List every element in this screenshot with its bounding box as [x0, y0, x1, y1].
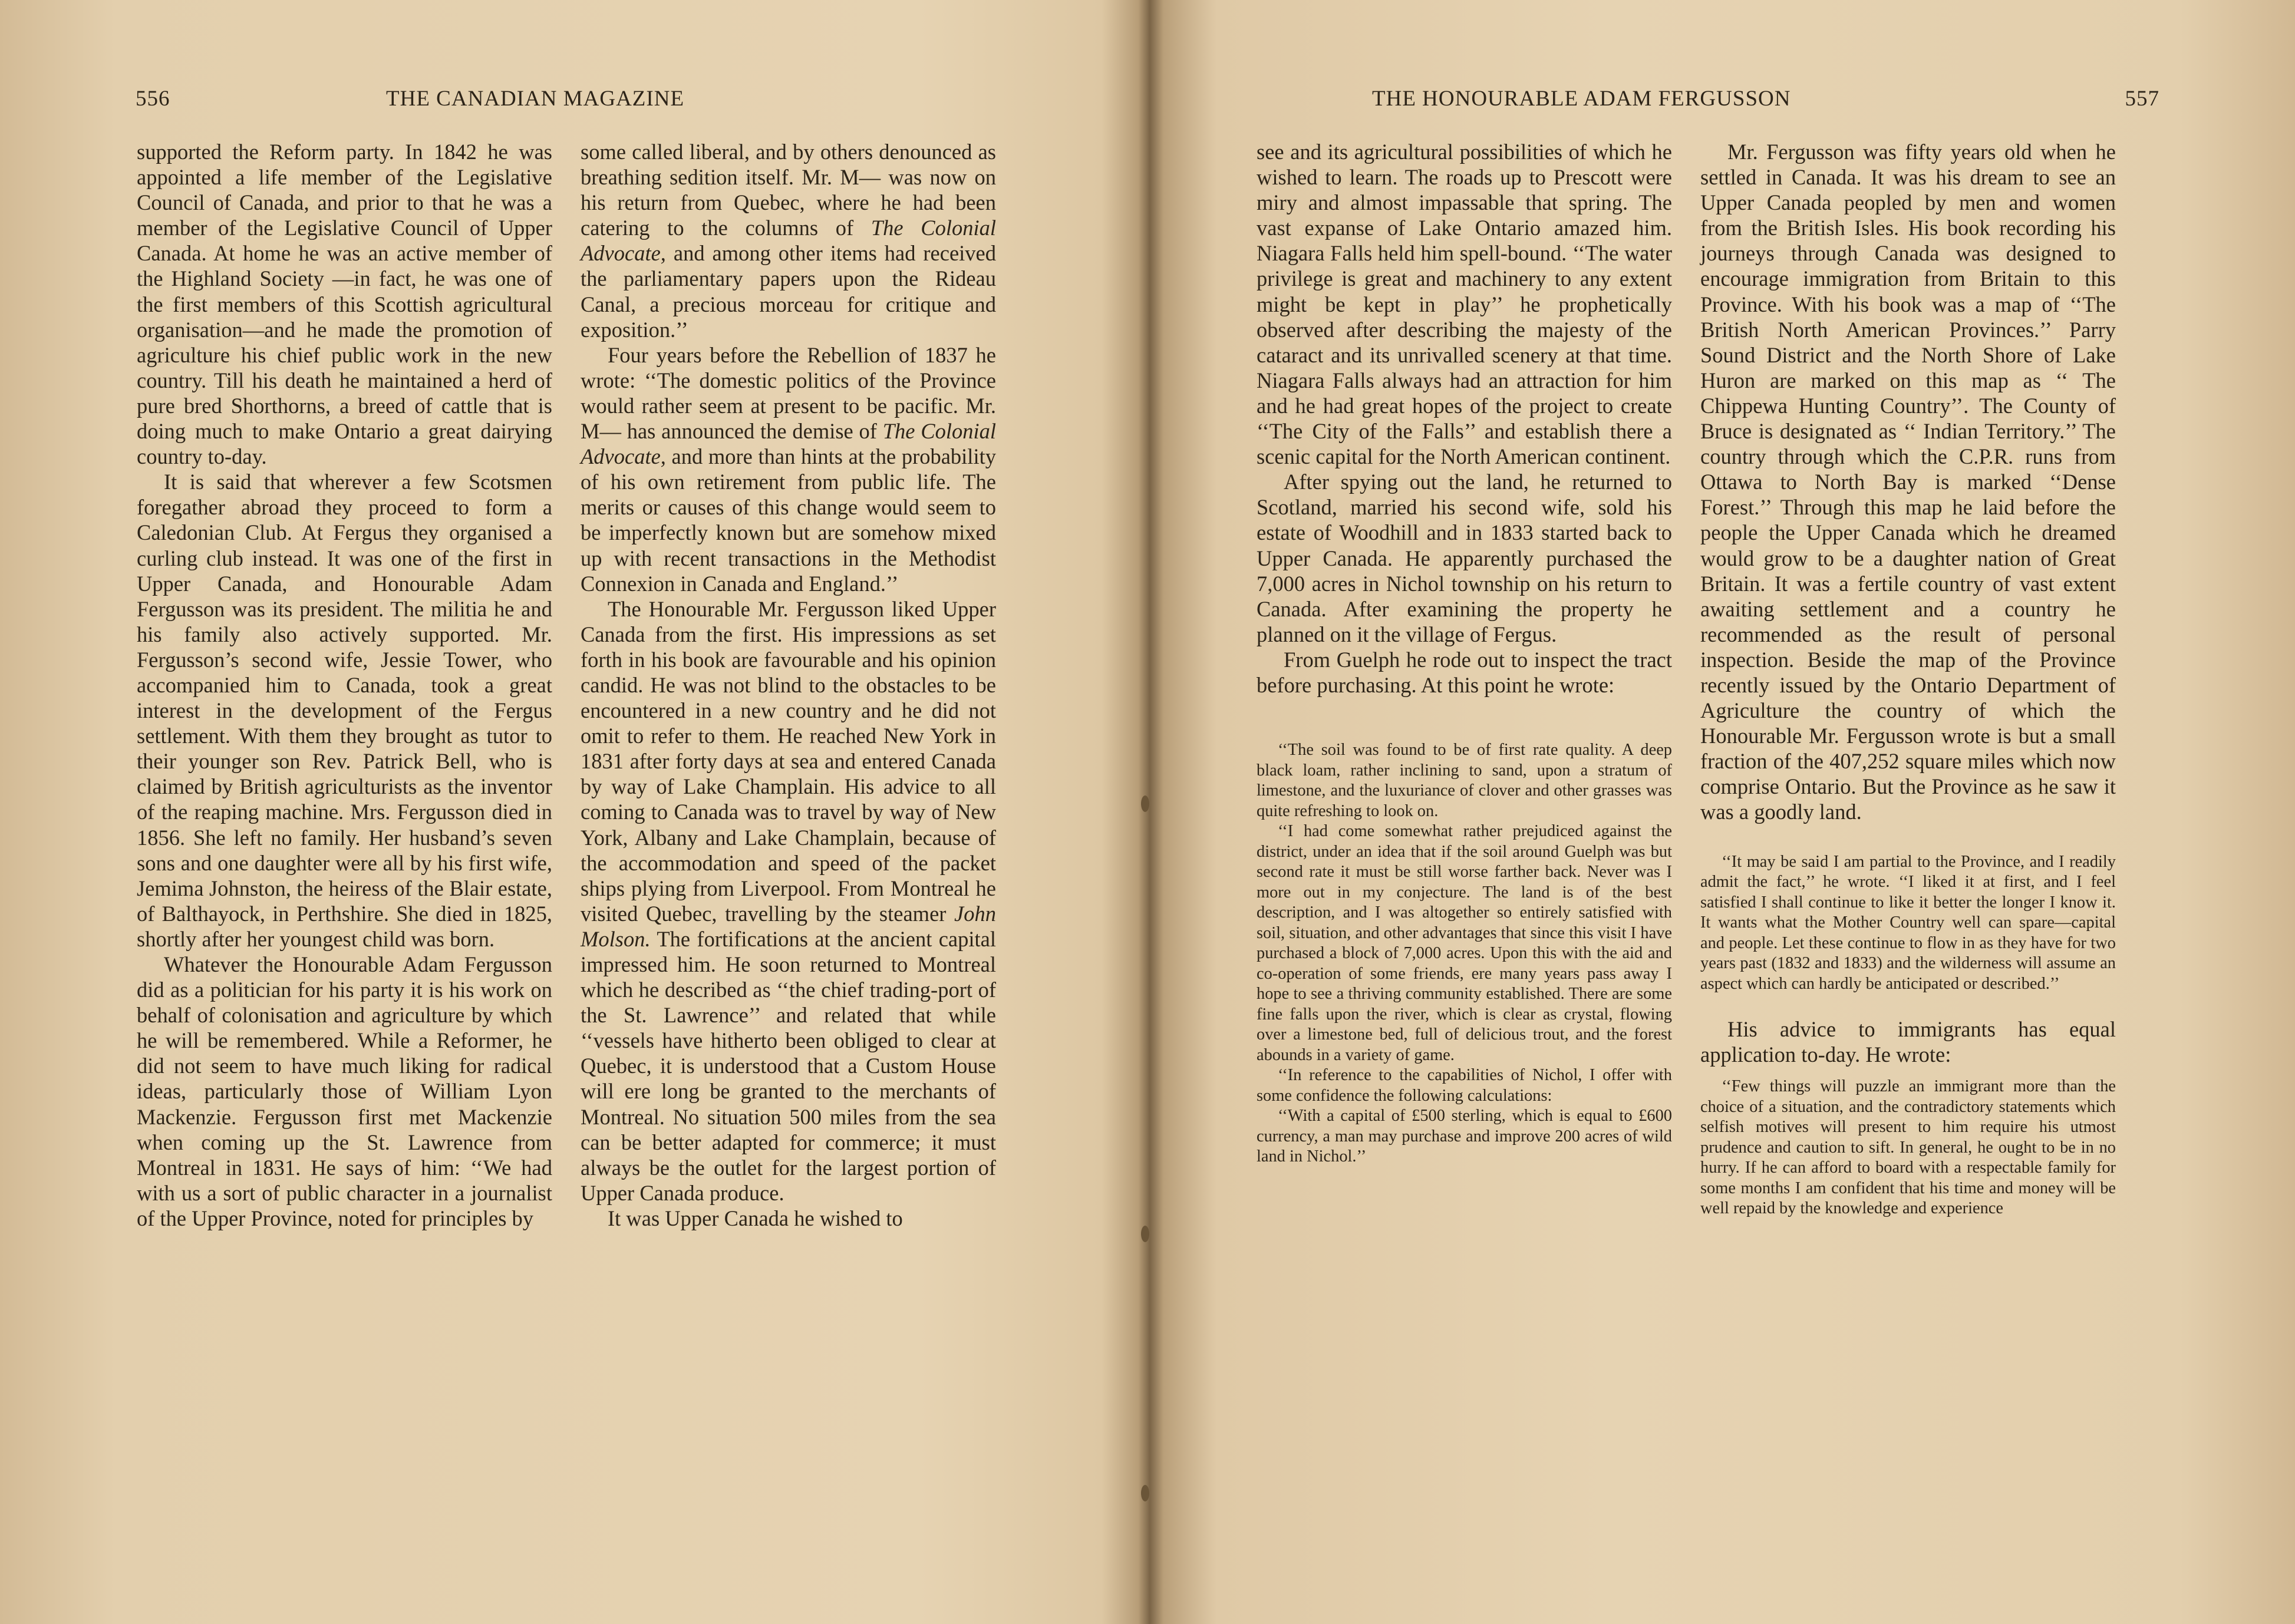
- paragraph: Mr. Fergusson was fifty years old when he settled in Canada. It was his dream to see an Upper Canada peopled by men and women from the British Isles. His book recording his journeys through Canada was designed to encourage immigration from Britain to this Province. With his book was a map of ‘‘The British North American Provinces.’’ Parry Sound District and the North Shore of Lake Huron are marked on this map as ‘‘ The Chippewa Hunting Country’’. The County of Bruce is designated as ‘‘ Indian Territory.’’ The country through which the C.P.R. runs from Ottawa to North Bay is marked ‘‘Dense Forest.’’ Through this map he laid before the people the Upper Canada which he dreamed would grow to be a daughter nation of Great Britain. It was a fertile country of vast extent awaiting settlement and a country he recommended as the result of personal inspection. Beside the map of the Province recently issued by the Ontario Department of Agriculture the country of which the Honourable Mr. Fergusson wrote is but a small fraction of the 407,252 square miles which now comprise Ontario. But the Province as he saw it was a goodly land.: [1700, 140, 2116, 824]
- right-page: [1148, 0, 2295, 1624]
- right-running-header: [1284, 86, 2159, 118]
- paragraph: see and its agricultural possibilities of which he wished to learn. The roads up to Prescott were miry and almost impassable that spring. The vast expanse of Lake Ontario amazed him. Niagara Falls held him spell-bound. ‘‘The water privilege is great and machinery to any extent might be kept in play’’ he prophetically observed after describing the majesty of the cataract and its unrivalled scenery at that time. Niagara Falls always had an attraction for him and he had great hopes of the project to create ‘‘The City of the Falls’’ and establish there a scenic capital for the North American continent.: [1257, 140, 1672, 469]
- block-quote: ‘‘In reference to the capabilities of Nichol, I offer with some confidence the following calculations:: [1257, 1066, 1672, 1105]
- paragraph: His advice to immigrants has equal application to-day. He wrote:: [1700, 1017, 2116, 1067]
- paragraph: From Guelph he rode out to inspect the tract before purchasing. At this point he wrote:: [1257, 647, 1672, 697]
- block-quote: ‘‘With a capital of £500 sterling, which is equal to £600 currency, a man may purchase and improve 200 acres of wild land in Nichol.’’: [1257, 1107, 1672, 1166]
- right-column-2: [1700, 139, 2116, 1219]
- paragraph: It was Upper Canada he wished to: [608, 1206, 903, 1230]
- block-quote: ‘‘I had come somewhat rather prejudiced against the district, under an idea that if the soil around Guelph was but second rate it must be still worse farther back. Never was I more out in my conjecture. The land is of the best description, and I was altogether so entirely satisfied with soil, situation, and other advantages that since this visit I have purchased a block of 7,000 acres. Upon this with the aid and co-operation of some friends, ere many years pass away I hope to see a thriving community established. There are some fine falls upon the river, which is clear as crystal, flowing over a limestone bed, full of delicious trout, and the forest abounds in a variety of game.: [1257, 822, 1672, 1064]
- paragraph: The Honourable Mr. Fergusson liked Upper Canada from the first. His impressions as set forth in his book are favourable and his opinion candid. He was not blind to the obstacles to be encountered in a new country and he did not omit to refer to them. He reached New York in 1831 after forty days at sea and entered Canada by way of Lake Champlain. His advice to all coming to Canada was to travel by way of New York, Albany and Lake Champlain, because of the accommodation and speed of the packet ships plying from Liverpool. From Montreal he visited Quebec, travelling by the steamer John Molson. The fortifications at the ancient capital impressed him. He soon returned to Montreal which he described as ‘‘the chief trading-port of the St. Lawrence’’ and related that while ‘‘vessels have hitherto been obliged to clear at Quebec, it is understood that a Custom House will ere long be granted to the merchants of Montreal. No situation 500 miles from the sea can be better adapted for commerce; it must always be the outlet for the largest portion of Upper Canada produce.: [581, 596, 996, 1205]
- running-head-title: THE HONOURABLE ADAM FERGUSSON: [1372, 87, 1791, 111]
- left-column-1: [137, 139, 552, 1231]
- page-number: 556: [136, 87, 170, 111]
- paragraph: Four years before the Rebellion of 1837 he wrote: ‘‘The domestic politics of the Province would rather seem at present to be pacific. Mr. M— has announced the demise of The Colonial Advocate, and more than hints at the probability of his own retirement from public life. The merits or causes of this change would seem to be imperfectly known but are somehow mixed up with recent transactions in the Methodist Connexion in Canada and England.’’: [581, 342, 996, 596]
- block-quote: ‘‘The soil was found to be of first rate quality. A deep black loam, rather inclining to sand, upon a stratum of limestone, and the luxuriance of clover and other grasses was quite refreshing to look on.: [1257, 741, 1672, 820]
- paragraph: It is said that wherever a few Scotsmen foregather abroad they proceed to form a Caledonian Club. At Fergus they organised a curling club instead. It was one of the first in Upper Canada, and Honourable Adam Fergusson was its president. The militia he and his family also actively supported. Mr. Fergusson’s second wife, Jessie Tower, who accompanied him to Canada, took a great interest in the development of the Fergus settlement. With them they brought as tutor to their younger son Rev. Patrick Bell, who is claimed by British agriculturists as the inventor of the reaping machine. Mrs. Fergusson died in 1856. She left no family. Her husband’s seven sons and one daughter were all by his first wife, Jemima Johnston, the heiress of the Blair estate, of Balthayock, in Perthshire. She died in 1825, shortly after her youngest child was born.: [137, 470, 552, 951]
- paragraph: supported the Reform party. In 1842 he was appointed a life member of the Legislative Council of Canada, and prior to that he was a member of the Legislative Council of Upper Canada. At home he was an active member of the Highland Society —in fact, he was one of the first members of this Scottish agricultural organisation—and he made the promotion of agriculture his chief public work in the new country. Till his death he maintained a herd of pure bred Shorthorns, a breed of cattle that is doing much to make Ontario a great dairying country to-day.: [137, 140, 552, 469]
- left-running-header: [136, 86, 1011, 118]
- right-column-1: [1257, 139, 1672, 1167]
- running-head-title: THE CANADIAN MAGAZINE: [386, 87, 685, 111]
- paragraph: After spying out the land, he returned to Scotland, married his second wife, sold his estate of Woodhill and in 1833 started back to Upper Canada. He apparently purchased the 7,000 acres in Nichol township on his return to Canada. After examining the property he planned on it the village of Fergus.: [1257, 470, 1672, 646]
- block-quote: ‘‘Few things will puzzle an immigrant more than the choice of a situation, and the contradictory statements which selfish motives will present to him require his utmost prudence and caution to sift. In general, he ought to be in no hurry. If he can afford to board with a respectable family for some months I am confident that his time and money will be well repaid by the knowledge and experience: [1700, 1077, 2116, 1218]
- paragraph: some called liberal, and by others denounced as breathing sedition itself. Mr. M— was now on his return from Quebec, where he had been catering to the columns of The Colonial Advocate, and among other items had received the parliamentary papers upon the Rideau Canal, a precious morceau for critique and exposition.’’: [581, 140, 996, 342]
- block-quote: ‘‘It may be said I am partial to the Province, and I readily admit the fact,’’ he wrote. ‘‘I liked it at first, and I feel satisfied I shall continue to like it better the longer I know it. It wants what the Mother Country well can spare—capital and people. Let these continue to flow in as they have for two years past (1832 and 1833) and the wilderness will assume an aspect which can hardly be anticipated or described.’’: [1700, 852, 2116, 993]
- paragraph: Whatever the Honourable Adam Fergusson did as a politician for his party it is his work on behalf of colonisation and agriculture by which he will be remembered. While a Reformer, he did not seem to have much liking for radical ideas, particularly those of William Lyon Mackenzie. Fergusson first met Mackenzie when coming up the St. Lawrence from Montreal in 1831. He says of him: ‘‘We had with us a sort of public character in a journalist of the Upper Province, noted for principles by: [137, 952, 552, 1230]
- left-page: [0, 0, 1147, 1624]
- left-column-2: [581, 139, 996, 1231]
- page-number: 557: [2125, 87, 2159, 111]
